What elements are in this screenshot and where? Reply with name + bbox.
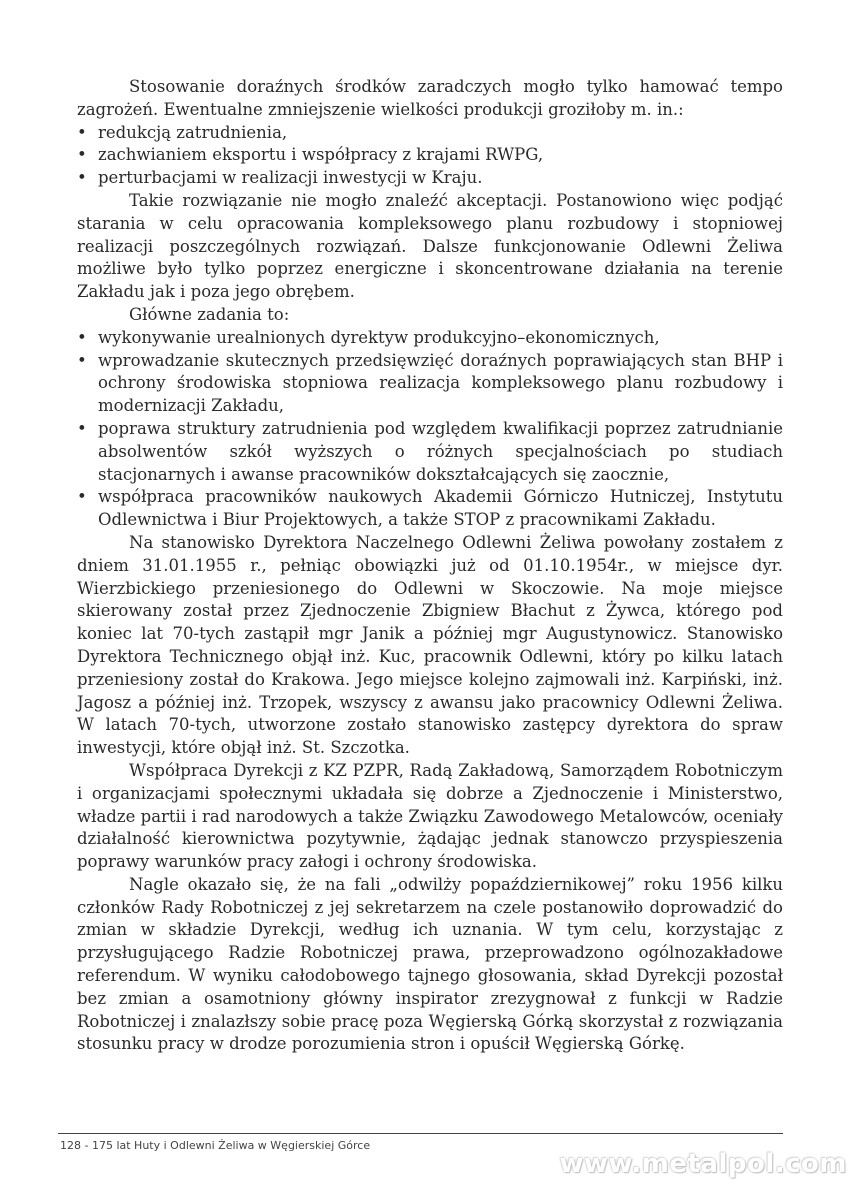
- list-item-text: perturbacjami w realizacji inwestycji w Kraju.: [98, 168, 483, 188]
- bullet-list: [77, 327, 783, 532]
- footer-divider: [58, 1133, 783, 1134]
- paragraph: Główne zadania to:: [129, 304, 290, 324]
- bullet-list: [77, 122, 783, 190]
- paragraph: Na stanowisko Dyrektora Naczelnego Odlewni Żeliwa powołany zostałem z dniem 31.01.1955 r., pełniąc obowiązki już od 01.10.1954r., w miejsce dyr. Wierzbickiego przeniesionego do Odlewni w Skoczowie. Na moje miejsce skierowany został przez Zjednoczenie Zbigniew Błachut z Żywca, którego pod koniec lat 70-tych zastąpił mgr Janik a później mgr Augustynowicz. Stanowisko Dyrektora Technicznego objął inż. Kuc, pracownik Odlewni, który po kilku latach przeniesiony został do Krakowa. Jego miejsce kolejno zajmowali inż. Karpiński, inż. Jagosz a później inż. Trzopek, wszyscy z awansu jako pracownicy Odlewni Żeliwa. W latach 70-tych, utworzone zostało stanowisko zastępcy dyrektora do spraw inwestycji, które objął inż. St. Szczotka.: [77, 532, 783, 758]
- list-item-text: wykonywanie urealnionych dyrektyw produkcyjno–ekonomicznych,: [98, 327, 660, 347]
- list-item-text: wprowadzanie skutecznych przedsięwzięć doraźnych poprawiających stan BHP i ochrony środowiska stopniowa realizacja kompleksowego planu rozbudowy i modernizacji Zakładu,: [98, 350, 783, 416]
- page-footer: 128 - 175 lat Huty i Odlewni Żeliwa w Węgierskiej Górce: [60, 1139, 371, 1152]
- bullet-icon: •: [77, 327, 87, 347]
- paragraph: Nagle okazało się, że na fali „odwilży popaździernikowej” roku 1956 kilku członków Rady Robotniczej z jej sekretarzem na czele postanowiło doprowadzić do zmian w składzie Dyrekcji, według ich uznania. W tym celu, korzystając z przysługującego Radzie Robotniczej prawa, przeprowadzono ogólnozakładowe referendum. W wyniku całodobowego tajnego głosowania, skład Dyrekcji pozostał bez zmian a osamotniony główny inspirator zrezygnował z funkcji w Radzie Robotniczej i znalazłszy sobie pracę poza Węgierską Górką skorzystał z rozwiązania stosunku pracy w drodze porozumienia stron i opuścił Węgierską Górkę.: [77, 874, 783, 1054]
- list-item: [77, 418, 783, 486]
- bullet-icon: •: [77, 122, 87, 142]
- list-item: [77, 350, 783, 418]
- page-body: [77, 76, 783, 1056]
- paragraph: Stosowanie doraźnych środków zaradczych mogło tylko hamować tempo zagrożeń. Ewentualne zmniejszenie wielkości produkcji groziłoby m. in.:: [77, 77, 783, 119]
- list-item: [77, 144, 783, 167]
- watermark: www.metalpol.com: [559, 1149, 847, 1179]
- list-item: [77, 167, 783, 190]
- paragraph: Współpraca Dyrekcji z KZ PZPR, Radą Zakładową, Samorządem Robotniczym i organizacjami społecznymi układała się dobrze a Zjednoczenie i Ministerstwo, władze partii i rad narodowych a także Związku Zawodowego Metalowców, oceniały działalność kierownictwa pozytywnie, żądając jednak stanowczo przyspieszenia poprawy warunków pracy załogi i ochrony środowiska.: [77, 760, 783, 872]
- list-item-text: redukcją zatrudnienia,: [98, 122, 288, 142]
- list-item-text: poprawa struktury zatrudnienia pod względem kwalifikacji poprzez zatrudnianie absolwentów szkół wyższych o różnych specjalnościach po studiach stacjonarnych i awanse pracowników dokształcających się zaocznie,: [98, 418, 783, 484]
- list-item: [77, 486, 783, 532]
- bullet-icon: •: [77, 487, 87, 507]
- list-item-text: współpraca pracowników naukowych Akademii Górniczo Hutniczej, Instytutu Odlewnictwa i Biur Projektowych, a także STOP z pracownikami Zakładu.: [98, 487, 783, 530]
- list-item-text: zachwianiem eksportu i współpracy z krajami RWPG,: [98, 145, 544, 165]
- paragraph: Takie rozwiązanie nie mogło znaleźć akceptacji. Postanowiono więc podjąć starania w celu opracowania kompleksowego planu rozbudowy i stopniowej realizacji poszczególnych rozwiązań. Dalsze funkcjonowanie Odlewni Żeliwa możliwe było tylko poprzez energiczne i skoncentrowane działania na terenie Zakładu jak i poza jego obrębem.: [77, 190, 783, 302]
- bullet-icon: •: [77, 145, 87, 165]
- bullet-icon: •: [77, 418, 87, 438]
- bullet-icon: •: [77, 168, 87, 188]
- bullet-icon: •: [77, 350, 87, 370]
- list-item: [77, 327, 783, 350]
- list-item: [77, 122, 783, 145]
